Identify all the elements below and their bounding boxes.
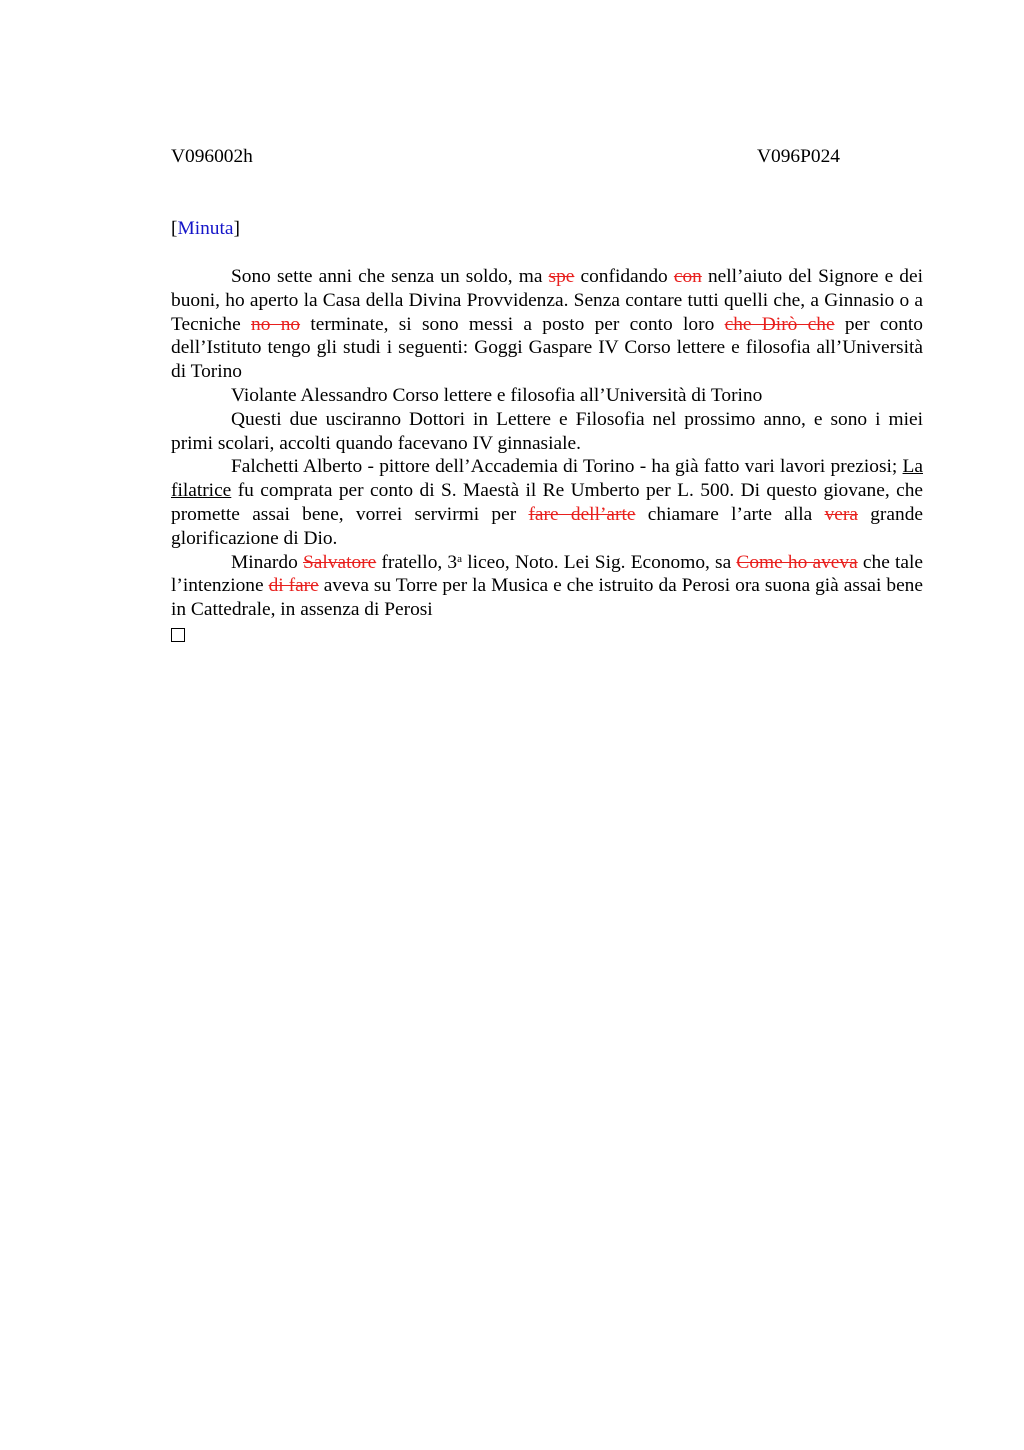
deleted-text: di fare — [268, 575, 319, 597]
minuta-word: Minuta — [177, 218, 234, 239]
text-run: nell’aiuto del Signore e dei buoni, ho aperto la Casa della Divina Provvidenza. Senza contare tutti quelli che, a Ginnasio o a Tecniche — [171, 266, 923, 335]
deleted-text: Come ho aveva — [736, 551, 858, 573]
text-run: Falchetti Alberto - pittore dell’Accademia di Torino - ha già fatto vari lavori preziosi; — [231, 456, 903, 478]
deleted-text: Salvatore — [302, 551, 377, 573]
text-run: Minardo — [231, 551, 303, 573]
deleted-text: che Dirò che — [724, 313, 835, 335]
paragraph-1 — [171, 265, 923, 384]
open-bracket: [ — [171, 218, 178, 239]
text-run: Sono sette anni che senza un soldo, ma — [231, 266, 549, 287]
square-icon — [171, 628, 185, 642]
text-run: aveva su Torre per la Musica e che istruito da Perosi ora suona già assai bene in Cattedrale, in assenza di Perosi — [171, 575, 923, 621]
deleted-text: fare dell’arte — [528, 503, 636, 525]
document-id-right: V096P024 — [757, 146, 840, 167]
text-run: fu comprata per conto di S. Maestà il Re Umberto per L. 500. Di questo giovane, che promette assai bene, vorrei servirmi per — [171, 480, 923, 525]
paragraph-2 — [171, 384, 923, 408]
paragraph-3 — [171, 408, 923, 456]
deleted-text: con — [673, 266, 702, 287]
text-run: chiamare l’arte alla — [635, 503, 825, 525]
ordinal-superscript: a — [457, 552, 463, 565]
text-run: grande glorificazione di Dio. — [171, 503, 923, 549]
paragraph-5 — [171, 551, 923, 622]
text-run: liceo, Noto. Lei Sig. Economo, sa — [462, 551, 737, 573]
close-bracket: ] — [233, 218, 240, 239]
text-run: fratello, 3 — [376, 551, 458, 573]
document-id-left: V096002h — [171, 146, 253, 167]
text-run: per conto dell’Istituto tengo gli studi i seguenti: Goggi Gaspare IV Corso lettere e filosofia all’Università di Torino — [171, 313, 923, 383]
paragraph-4 — [171, 455, 923, 550]
underlined-title: La filatrice — [171, 456, 923, 502]
text-run: Violante Alessandro Corso lettere e filosofia all’Università di Torino — [231, 384, 763, 406]
deleted-text: spe — [548, 266, 575, 287]
text-run: terminate, si sono messi a posto per conto loro — [300, 313, 725, 335]
minuta-label — [171, 217, 240, 241]
letter-body — [171, 265, 923, 649]
text-run: che tale l’intenzione — [171, 551, 923, 597]
deleted-text: vera — [824, 503, 858, 525]
end-mark — [171, 622, 923, 649]
text-run: Questi due usciranno Dottori in Lettere e Filosofia nel prossimo anno, e sono i miei primi scolari, accolti quando facevano IV ginnasiale. — [171, 408, 923, 454]
text-run: confidando — [574, 266, 674, 287]
deleted-text: no no — [251, 313, 301, 335]
